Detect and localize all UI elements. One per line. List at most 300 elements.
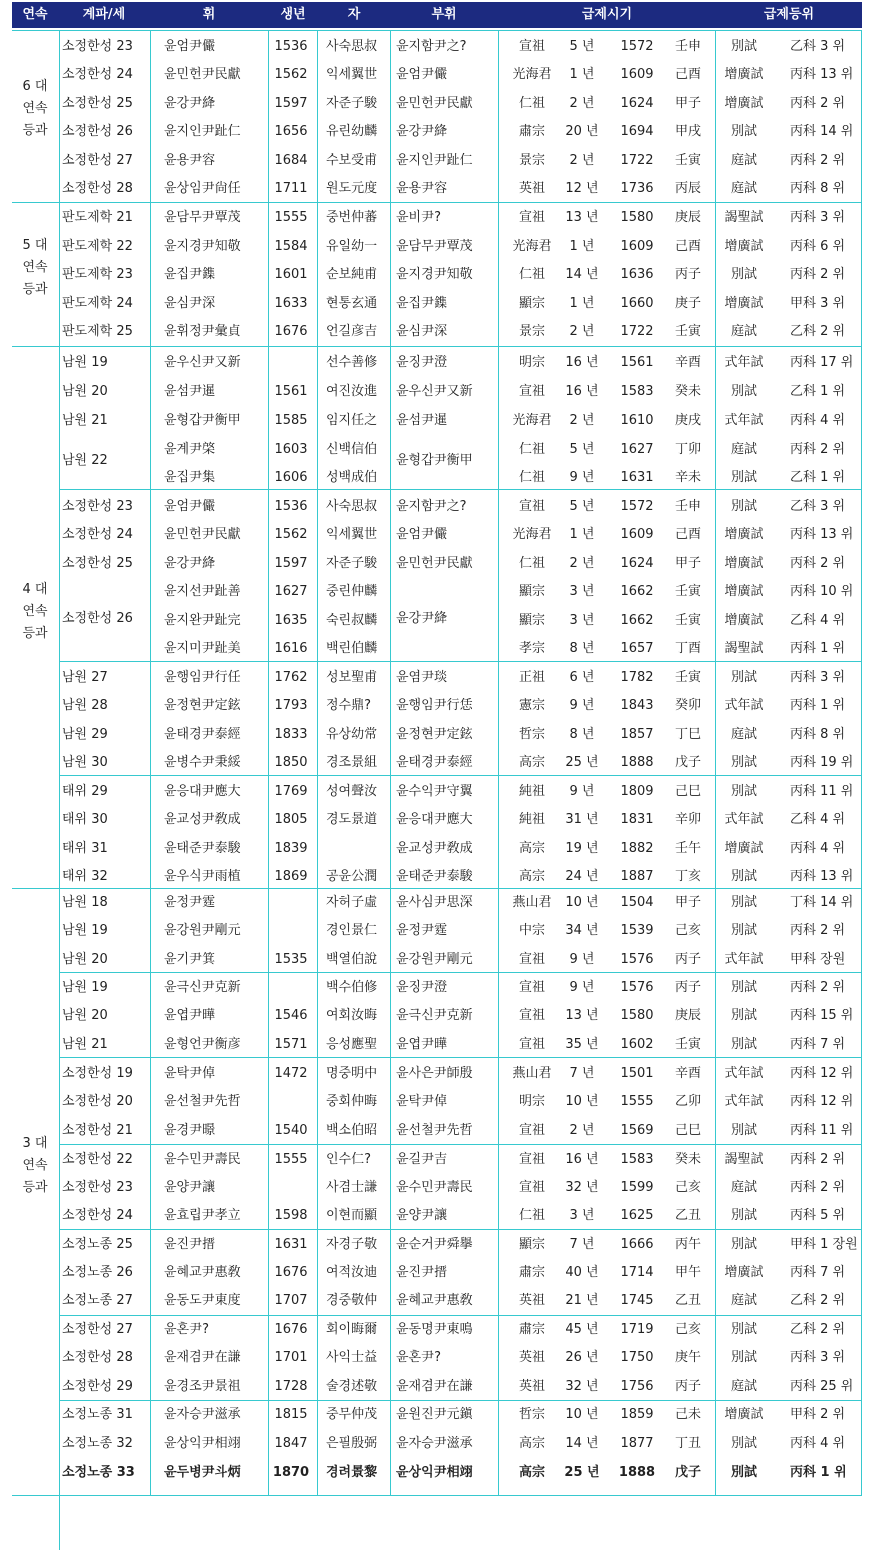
cell-lineage: 소정노종 27 xyxy=(62,1293,133,1308)
cell-reign-year: 3 년 xyxy=(569,613,595,628)
cell-lineage: 판도제학 25 xyxy=(62,324,133,339)
cell-courtesy-name: 여적汝迪 xyxy=(326,1265,378,1280)
cell-father-name: 윤민헌尹民獻 xyxy=(396,96,473,111)
cell-reign-year: 25 년 xyxy=(564,1465,600,1480)
cell-father-name: 윤혼尹? xyxy=(396,1350,442,1365)
cell-year: 1714 xyxy=(620,1265,654,1280)
cell-rank: 丙科 14 위 xyxy=(790,124,854,139)
cell-reign-year: 31 년 xyxy=(565,812,599,827)
cell-name: 윤지완尹趾完 xyxy=(164,613,241,628)
cell-ganji: 壬寅 xyxy=(674,153,702,168)
cell-birth-year: 1656 xyxy=(274,124,308,139)
cell-name: 윤선철尹先哲 xyxy=(164,1094,241,1109)
cell-name: 윤교성尹敎成 xyxy=(164,812,241,827)
cell-reign: 顯宗 xyxy=(518,613,546,628)
cell-birth-year: 1603 xyxy=(274,442,308,457)
cell-rank: 丙科 7 위 xyxy=(790,1037,846,1052)
cell-year: 1877 xyxy=(620,1436,654,1451)
cell-name: 윤민헌尹民獻 xyxy=(164,527,241,542)
header-lineage: 계파/세 xyxy=(82,7,126,22)
cell-courtesy-name: 백린伯麟 xyxy=(326,641,378,656)
cell-name: 윤민헌尹民獻 xyxy=(164,67,241,82)
cell-courtesy-name: 숙린叔麟 xyxy=(326,613,378,628)
cell-courtesy-name: 정수鼎? xyxy=(326,698,372,713)
cell-courtesy-name: 중회仲晦 xyxy=(326,1094,378,1109)
subgroup-divider xyxy=(59,1315,862,1316)
cell-reign-year: 6 년 xyxy=(569,670,595,685)
cell-father-name: 윤지인尹趾仁 xyxy=(396,153,473,168)
cell-reign: 宣祖 xyxy=(518,1180,546,1195)
cell-ganji: 己亥 xyxy=(674,1322,702,1337)
cell-ganji: 庚戌 xyxy=(674,413,702,428)
cell-lineage: 소정한성 28 xyxy=(62,1350,133,1365)
cell-name: 윤강원尹剛元 xyxy=(164,923,241,938)
cell-rank: 丙科 5 위 xyxy=(790,1208,846,1223)
cell-birth-year: 1472 xyxy=(274,1066,308,1081)
cell-rank: 乙科 2 위 xyxy=(790,324,846,339)
cell-year: 1583 xyxy=(620,1152,654,1167)
cell-courtesy-name: 사숙思叔 xyxy=(326,499,378,514)
cell-name: 윤경尹暻 xyxy=(164,1123,216,1138)
group-divider xyxy=(12,30,862,31)
cell-year: 1750 xyxy=(620,1350,654,1365)
cell-ganji: 壬寅 xyxy=(674,613,702,628)
cell-birth-year: 1536 xyxy=(274,39,308,54)
cell-reign-year: 19 년 xyxy=(565,841,599,856)
cell-courtesy-name: 자경子敬 xyxy=(326,1237,378,1252)
cell-courtesy-name: 백수伯修 xyxy=(326,980,378,995)
cell-rank: 丙科 1 위 xyxy=(790,698,846,713)
cell-exam-type: 別試 xyxy=(730,1237,758,1252)
cell-rank: 丙科 4 위 xyxy=(790,841,846,856)
cell-courtesy-name: 사숙思叔 xyxy=(326,39,378,54)
cell-year: 1576 xyxy=(620,952,654,967)
cell-courtesy-name: 공윤公潤 xyxy=(326,869,378,884)
cell-courtesy-name: 자허子虛 xyxy=(326,895,378,910)
cell-name: 윤지경尹知敬 xyxy=(164,239,241,254)
header-father-name: 부휘 xyxy=(431,7,457,22)
cell-exam-type: 庭試 xyxy=(730,153,758,168)
cell-exam-type: 別試 xyxy=(730,923,758,938)
cell-name: 윤혜교尹惠敎 xyxy=(164,1265,241,1280)
cell-lineage: 태위 30 xyxy=(62,812,108,827)
cell-birth-year: 1762 xyxy=(274,670,308,685)
cell-year: 1859 xyxy=(620,1407,654,1422)
cell-ganji: 辛卯 xyxy=(674,812,702,827)
cell-exam-type: 別試 xyxy=(730,470,758,485)
cell-father-name: 윤행임尹行恁 xyxy=(396,698,473,713)
cell-ganji: 壬寅 xyxy=(674,324,702,339)
cell-ganji: 壬寅 xyxy=(674,1037,702,1052)
cell-reign: 仁祖 xyxy=(518,442,546,457)
cell-rank: 丙科 13 위 xyxy=(790,527,854,542)
cell-ganji: 壬午 xyxy=(674,841,702,856)
cell-reign: 仁祖 xyxy=(518,470,546,485)
cell-year: 1666 xyxy=(620,1237,654,1252)
cell-year: 1609 xyxy=(620,67,654,82)
column-divider xyxy=(861,30,862,1495)
cell-ganji: 丁卯 xyxy=(674,442,702,457)
subgroup-divider xyxy=(59,972,862,973)
cell-reign-year: 9 년 xyxy=(569,698,595,713)
cell-reign: 景宗 xyxy=(518,324,546,339)
cell-father-name: 윤용尹容 xyxy=(396,181,448,196)
cell-courtesy-name: 임지任之 xyxy=(326,413,378,428)
cell-name: 윤집尹集 xyxy=(164,470,216,485)
cell-lineage: 소정한성 28 xyxy=(62,181,133,196)
cell-reign-year: 10 년 xyxy=(565,1094,599,1109)
cell-father-name: 윤양尹讓 xyxy=(396,1208,448,1223)
cell-reign-year: 7 년 xyxy=(569,1237,595,1252)
cell-exam-type: 庭試 xyxy=(730,442,758,457)
cell-ganji: 甲子 xyxy=(674,556,702,571)
cell-father-name: 윤지경尹知敬 xyxy=(396,267,473,282)
cell-name: 윤엽尹曄 xyxy=(164,1008,216,1023)
cell-lineage: 남원 19 xyxy=(62,980,108,995)
cell-year: 1576 xyxy=(620,980,654,995)
cell-courtesy-name: 경려景黎 xyxy=(326,1465,378,1480)
cell-exam-type: 別試 xyxy=(730,39,758,54)
cell-reign-year: 10 년 xyxy=(565,1407,599,1422)
cell-father-name: 윤지함尹之? xyxy=(396,39,467,54)
cell-rank: 乙科 1 위 xyxy=(790,384,846,399)
cell-ganji: 丙子 xyxy=(674,267,702,282)
cell-exam-type: 庭試 xyxy=(730,1379,758,1394)
cell-exam-type: 別試 xyxy=(730,670,758,685)
cell-courtesy-name: 익세翼世 xyxy=(326,67,378,82)
cell-birth-year: 1555 xyxy=(274,210,308,225)
cell-lineage: 남원 19 xyxy=(62,355,108,370)
column-divider xyxy=(150,30,151,1495)
cell-reign: 光海君 xyxy=(512,527,552,542)
cell-year: 1888 xyxy=(618,1465,656,1480)
cell-courtesy-name: 술경述敬 xyxy=(326,1379,378,1394)
cell-lineage: 소정한성 23 xyxy=(62,39,133,54)
cell-reign: 顯宗 xyxy=(518,1237,546,1252)
cell-ganji: 丁巳 xyxy=(674,727,702,742)
cell-ganji: 甲子 xyxy=(674,96,702,111)
cell-birth-year: 1833 xyxy=(274,727,308,742)
cell-reign: 宣祖 xyxy=(518,210,546,225)
cell-ganji: 己酉 xyxy=(674,239,702,254)
cell-ganji: 癸未 xyxy=(674,1152,702,1167)
group-divider xyxy=(12,888,862,889)
cell-ganji: 乙丑 xyxy=(674,1208,702,1223)
cell-birth-year: 1562 xyxy=(274,527,308,542)
cell-courtesy-name: 백소伯昭 xyxy=(326,1123,378,1138)
cell-name: 윤지인尹趾仁 xyxy=(164,124,241,139)
cell-lineage: 남원 21 xyxy=(62,413,108,428)
column-divider xyxy=(715,30,716,1495)
cell-father-name: 윤자승尹滋承 xyxy=(396,1436,473,1451)
cell-father-name: 윤지함尹之? xyxy=(396,499,467,514)
cell-courtesy-name: 경인景仁 xyxy=(326,923,378,938)
cell-ganji: 壬寅 xyxy=(674,670,702,685)
cell-lineage: 판도제학 24 xyxy=(62,296,133,311)
cell-exam-type: 庭試 xyxy=(730,324,758,339)
cell-courtesy-name: 자준子駿 xyxy=(326,96,378,111)
column-divider xyxy=(390,30,391,1495)
cell-birth-year: 1635 xyxy=(274,613,308,628)
cell-exam-type: 式年試 xyxy=(724,1094,764,1109)
cell-courtesy-name: 경도景道 xyxy=(326,812,378,827)
cell-courtesy-name: 은필殷弼 xyxy=(326,1436,378,1451)
cell-rank: 丙科 2 위 xyxy=(790,923,846,938)
cell-reign-year: 9 년 xyxy=(569,980,595,995)
cell-year: 1882 xyxy=(620,841,654,856)
cell-father-name: 윤정尹霆 xyxy=(396,923,448,938)
cell-courtesy-name: 신백信伯 xyxy=(326,442,378,457)
cell-name: 윤응대尹應大 xyxy=(164,784,241,799)
cell-rank: 丙科 2 위 xyxy=(790,153,846,168)
cell-birth-year: 1711 xyxy=(274,181,308,196)
cell-lineage: 소정한성 27 xyxy=(62,1322,133,1337)
cell-courtesy-name: 원도元度 xyxy=(326,181,378,196)
cell-father-name: 윤혜교尹惠敎 xyxy=(396,1293,473,1308)
cell-rank: 丙科 11 위 xyxy=(790,1123,854,1138)
cell-reign-year: 1 년 xyxy=(569,239,595,254)
cell-birth-year: 1584 xyxy=(274,239,308,254)
cell-father-name: 윤교성尹敎成 xyxy=(396,841,473,856)
cell-lineage: 태위 29 xyxy=(62,784,108,799)
subgroup-divider xyxy=(59,1057,862,1058)
cell-ganji: 丁亥 xyxy=(674,869,702,884)
cell-courtesy-name: 유린幼麟 xyxy=(326,124,378,139)
cell-rank: 丙科 1 위 xyxy=(790,641,846,656)
cell-birth-year: 1869 xyxy=(274,869,308,884)
cell-ganji: 辛酉 xyxy=(674,355,702,370)
cell-exam-type: 增廣試 xyxy=(724,613,764,628)
cell-exam-type: 別試 xyxy=(730,124,758,139)
cell-father-name: 윤정현尹定鉉 xyxy=(396,727,473,742)
cell-birth-year: 1805 xyxy=(274,812,308,827)
cell-lineage: 남원 28 xyxy=(62,698,108,713)
cell-exam-type: 謁聖試 xyxy=(724,210,764,225)
cell-father-name: 윤수익尹守翼 xyxy=(396,784,473,799)
header-continuous: 연속 xyxy=(22,7,48,22)
cell-birth-year: 1561 xyxy=(274,384,308,399)
cell-birth-year: 1707 xyxy=(274,1293,308,1308)
cell-ganji: 辛未 xyxy=(674,470,702,485)
cell-reign: 光海君 xyxy=(512,67,552,82)
cell-rank: 丙科 4 위 xyxy=(790,1436,846,1451)
cell-exam-type: 庭試 xyxy=(730,181,758,196)
cell-year: 1609 xyxy=(620,527,654,542)
cell-ganji: 庚子 xyxy=(674,296,702,311)
cell-ganji: 己巳 xyxy=(674,784,702,799)
cell-father-name: 윤섬尹暹 xyxy=(396,413,448,428)
cell-reign: 宣祖 xyxy=(518,1123,546,1138)
cell-courtesy-name: 이현而顯 xyxy=(326,1208,378,1223)
cell-reign: 孝宗 xyxy=(518,641,546,656)
cell-name: 윤지선尹趾善 xyxy=(164,584,241,599)
cell-lineage: 소정노종 26 xyxy=(62,1265,133,1280)
cell-year: 1501 xyxy=(620,1066,654,1081)
cell-name: 윤진尹搢 xyxy=(164,1237,216,1252)
cell-reign-year: 40 년 xyxy=(565,1265,599,1280)
cell-ganji: 乙卯 xyxy=(674,1094,702,1109)
cell-year: 1719 xyxy=(620,1322,654,1337)
cell-reign: 宣祖 xyxy=(518,499,546,514)
cell-name: 윤담무尹覃茂 xyxy=(164,210,241,225)
merged-lineage-sojeong-26: 소정한성 26 xyxy=(62,611,133,626)
cell-rank: 甲科 장원 xyxy=(790,952,846,967)
cell-exam-type: 增廣試 xyxy=(724,1265,764,1280)
cell-exam-type: 別試 xyxy=(730,1322,758,1337)
cell-birth-year: 1728 xyxy=(274,1379,308,1394)
cell-year: 1782 xyxy=(620,670,654,685)
cell-reign-year: 32 년 xyxy=(565,1379,599,1394)
cell-year: 1580 xyxy=(620,210,654,225)
group-label-5: 5 대 연속 등과 xyxy=(22,238,48,297)
cell-name: 윤엄尹儼 xyxy=(164,499,216,514)
cell-year: 1624 xyxy=(620,96,654,111)
cell-name: 윤양尹讓 xyxy=(164,1180,216,1195)
cell-father-name: 윤응대尹應大 xyxy=(396,812,473,827)
cell-exam-type: 別試 xyxy=(730,1436,758,1451)
cell-rank: 丙科 2 위 xyxy=(790,556,846,571)
column-divider xyxy=(317,30,318,1495)
cell-reign: 高宗 xyxy=(518,1465,546,1480)
cell-birth-year: 1815 xyxy=(274,1407,308,1422)
subgroup-divider xyxy=(59,489,862,490)
cell-year: 1857 xyxy=(620,727,654,742)
cell-father-name: 윤집尹鏶 xyxy=(396,296,448,311)
cell-year: 1887 xyxy=(620,869,654,884)
cell-exam-type: 式年試 xyxy=(724,952,764,967)
cell-courtesy-name: 사익士益 xyxy=(326,1350,378,1365)
cell-reign: 高宗 xyxy=(518,1436,546,1451)
cell-ganji: 丁丑 xyxy=(674,1436,702,1451)
cell-rank: 丙科 2 위 xyxy=(790,267,846,282)
cell-birth-year: 1793 xyxy=(274,698,308,713)
cell-name: 윤혼尹? xyxy=(164,1322,210,1337)
cell-lineage: 태위 31 xyxy=(62,841,108,856)
subgroup-divider xyxy=(59,661,862,662)
cell-reign-year: 35 년 xyxy=(565,1037,599,1052)
cell-reign: 仁祖 xyxy=(518,267,546,282)
cell-birth-year: 1631 xyxy=(274,1237,308,1252)
cell-name: 윤용尹容 xyxy=(164,153,216,168)
cell-reign-year: 45 년 xyxy=(565,1322,599,1337)
cell-reign: 肅宗 xyxy=(518,1322,546,1337)
cell-year: 1694 xyxy=(620,124,654,139)
cell-exam-type: 增廣試 xyxy=(724,584,764,599)
merged-father-sojeong-26: 윤강尹絳 xyxy=(396,611,448,626)
cell-year: 1662 xyxy=(620,613,654,628)
cell-lineage: 소정한성 25 xyxy=(62,556,133,571)
cell-father-name: 윤심尹深 xyxy=(396,324,448,339)
cell-year: 1610 xyxy=(620,413,654,428)
cell-reign-year: 2 년 xyxy=(569,96,595,111)
cell-courtesy-name: 순보純甫 xyxy=(326,267,378,282)
cell-father-name: 윤원진尹元鎭 xyxy=(396,1407,473,1422)
cell-ganji: 甲子 xyxy=(674,895,702,910)
cell-year: 1631 xyxy=(620,470,654,485)
cell-reign-year: 1 년 xyxy=(569,296,595,311)
cell-exam-type: 庭試 xyxy=(730,727,758,742)
cell-reign: 景宗 xyxy=(518,153,546,168)
cell-lineage: 소정한성 22 xyxy=(62,1152,133,1167)
cell-rank: 丙科 17 위 xyxy=(790,355,854,370)
cell-year: 1662 xyxy=(620,584,654,599)
cell-birth-year: 1616 xyxy=(274,641,308,656)
cell-lineage: 소정한성 23 xyxy=(62,1180,133,1195)
cell-exam-type: 增廣試 xyxy=(724,67,764,82)
cell-father-name: 윤엽尹曄 xyxy=(396,1037,448,1052)
cell-name: 윤강尹絳 xyxy=(164,96,216,111)
cell-courtesy-name: 성백成伯 xyxy=(326,470,378,485)
cell-ganji: 壬申 xyxy=(674,499,702,514)
cell-exam-type: 別試 xyxy=(730,755,758,770)
cell-reign-year: 2 년 xyxy=(569,556,595,571)
cell-name: 윤효립尹孝立 xyxy=(164,1208,241,1223)
cell-exam-type: 別試 xyxy=(730,1008,758,1023)
cell-birth-year: 1585 xyxy=(274,413,308,428)
cell-reign: 高宗 xyxy=(518,869,546,884)
cell-exam-type: 式年試 xyxy=(724,1066,764,1081)
cell-reign: 明宗 xyxy=(518,355,546,370)
cell-year: 1722 xyxy=(620,153,654,168)
cell-ganji: 丙子 xyxy=(674,980,702,995)
cell-courtesy-name: 인수仁? xyxy=(326,1152,372,1167)
cell-courtesy-name: 여회汝晦 xyxy=(326,1008,378,1023)
cell-year: 1572 xyxy=(620,499,654,514)
cell-birth-year: 1627 xyxy=(274,584,308,599)
cell-year: 1569 xyxy=(620,1123,654,1138)
cell-reign: 中宗 xyxy=(518,923,546,938)
cell-reign: 哲宗 xyxy=(518,1407,546,1422)
cell-lineage: 남원 19 xyxy=(62,923,108,938)
cell-rank: 丙科 25 위 xyxy=(790,1379,854,1394)
cell-father-name: 윤상익尹相翊 xyxy=(396,1465,473,1480)
cell-exam-type: 庭試 xyxy=(730,1293,758,1308)
cell-year: 1745 xyxy=(620,1293,654,1308)
cell-ganji: 庚辰 xyxy=(674,210,702,225)
cell-reign-year: 14 년 xyxy=(565,1436,599,1451)
column-divider xyxy=(268,30,269,1495)
cell-father-name: 윤태준尹泰駿 xyxy=(396,869,473,884)
cell-birth-year: 1535 xyxy=(274,952,308,967)
cell-name: 윤형언尹衡彦 xyxy=(164,1037,241,1052)
cell-ganji: 己巳 xyxy=(674,1123,702,1138)
cell-birth-year: 1870 xyxy=(272,1465,310,1480)
cell-exam-type: 式年試 xyxy=(724,698,764,713)
cell-ganji: 戊子 xyxy=(674,1465,702,1480)
cell-reign: 宣祖 xyxy=(518,1152,546,1167)
cell-ganji: 丙辰 xyxy=(674,181,702,196)
cell-lineage: 소정노종 32 xyxy=(62,1436,133,1451)
cell-exam-type: 別試 xyxy=(730,1350,758,1365)
cell-exam-type: 增廣試 xyxy=(724,1407,764,1422)
cell-rank: 丙科 13 위 xyxy=(790,869,854,884)
cell-reign-year: 20 년 xyxy=(565,124,599,139)
cell-rank: 乙科 1 위 xyxy=(790,470,846,485)
cell-reign-year: 5 년 xyxy=(569,442,595,457)
cell-ganji: 甲午 xyxy=(674,1265,702,1280)
cell-exam-type: 增廣試 xyxy=(724,96,764,111)
cell-exam-type: 增廣試 xyxy=(724,527,764,542)
cell-rank: 乙科 3 위 xyxy=(790,499,846,514)
cell-father-name: 윤진尹搢 xyxy=(396,1265,448,1280)
cell-reign: 宣祖 xyxy=(518,384,546,399)
cell-reign-year: 13 년 xyxy=(565,210,599,225)
cell-reign-year: 13 년 xyxy=(565,1008,599,1023)
cell-name: 윤행임尹行任 xyxy=(164,670,241,685)
cell-reign-year: 16 년 xyxy=(565,1152,599,1167)
cell-birth-year: 1676 xyxy=(274,324,308,339)
cell-birth-year: 1606 xyxy=(274,470,308,485)
